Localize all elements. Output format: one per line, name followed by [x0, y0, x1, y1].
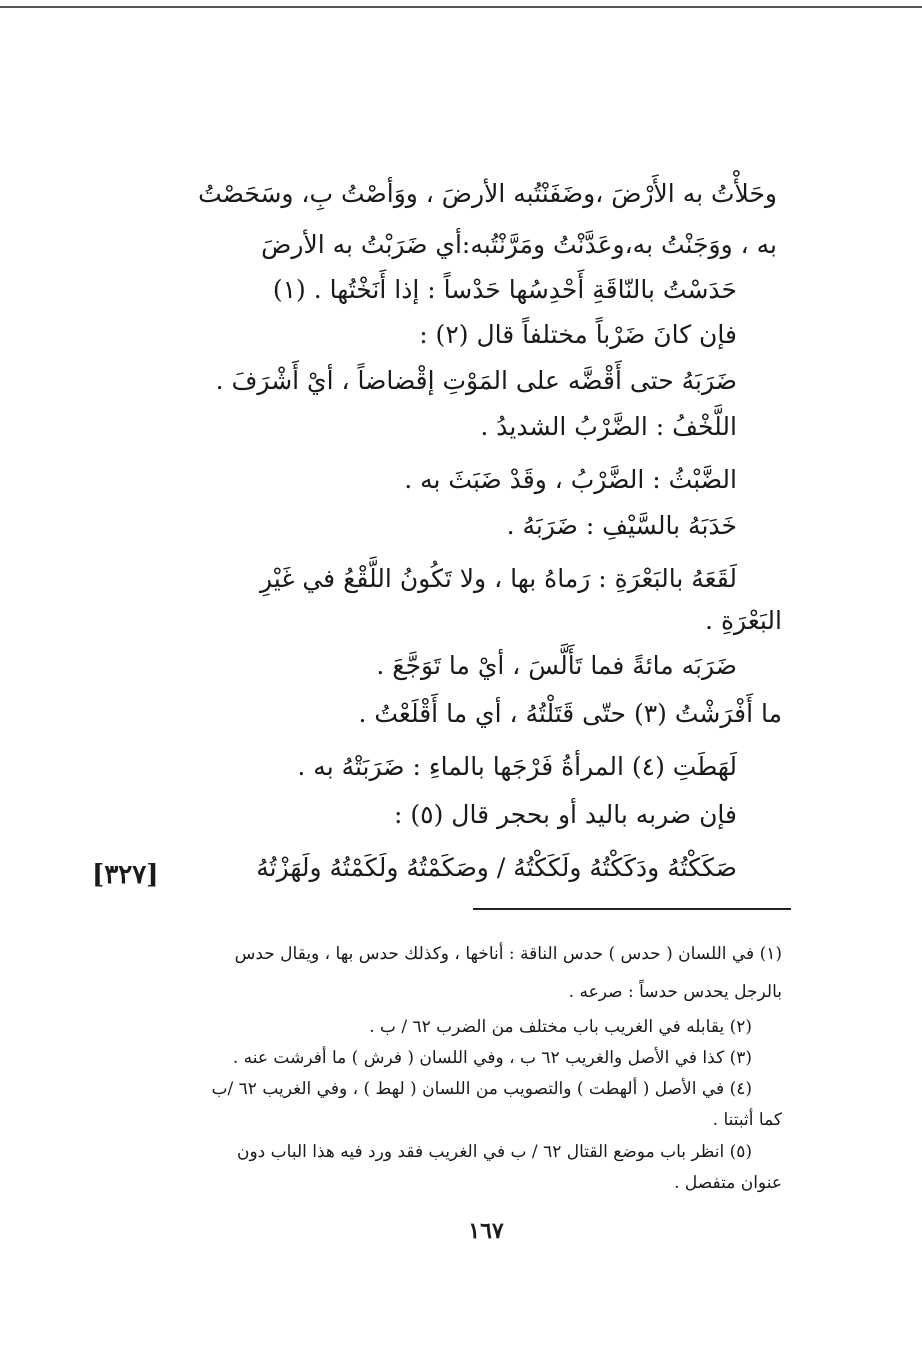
text-line-4: فإن كانَ ضَرْباً مختلفاً قال (٢) :: [419, 320, 737, 349]
footnote-line-6: كما أثبتنا .: [712, 1110, 782, 1130]
footnote-line-5: (٤) في الأصل ( ألهطت ) والتصويب من اللسان ( لهط ) ، وفي الغريب ٦٢ /ب: [211, 1079, 752, 1099]
text-line-9: لَقَعَهُ بالبَعْرَةِ : رَماهُ بها ، ولا تَكُونُ اللَّقْعُ في غَيْرِ: [259, 564, 737, 593]
text-line-2: به ، ووَجَنْتُ به،وعَدَّنْتُ ومَرَّنْتُبه:أي ضَرَبْتُ به الأرضَ: [261, 230, 777, 259]
original-page-reference: [٣٢٧]: [92, 860, 159, 890]
scan-edge-line: [0, 6, 922, 8]
text-line-10: البَعْرَةِ .: [705, 606, 782, 635]
footnote-line-1: (١) في اللسان ( حدس ) حدس الناقة : أناخها ، وكذلك حدس بها ، ويقال حدس: [234, 944, 782, 964]
text-line-15: صَكَكْتُهُ ودَكَكْتُهُ ولَكَكْتُهُ / وصَكَمْتُهُ ولَكَمْتُهُ ولَهَزْتُهُ: [256, 853, 737, 882]
text-line-7: الضَّبْثُ : الضَّرْبُ ، وقَدْ ضَبَثَ به .: [404, 465, 737, 494]
text-line-14: فإن ضربه باليد أو بحجر قال (٥) :: [394, 800, 737, 829]
text-line-6: اللَّخْفُ : الضَّرْبُ الشديدُ .: [480, 412, 737, 441]
footnote-line-8: عنوان متفصل .: [674, 1173, 782, 1193]
footnote-line-3: (٢) يقابله في الغريب باب مختلف من الضرب ٦٢ / ب .: [369, 1017, 752, 1037]
text-line-13: لَهَطَتِ (٤) المرأةُ فَرْجَها بالماءِ : ضَرَبَتْهُ به .: [297, 752, 737, 781]
text-line-1: وحَلأْتُ به الأَرْضَ ،وضَفَنْتُبه الأرضَ ، ووَأصْتُ بِ، وسَحَصْتُ: [198, 179, 777, 208]
footnote-line-4: (٣) كذا في الأصل والغريب ٦٢ ب ، وفي اللسان ( فرش ) ما أفرشت عنه .: [232, 1048, 752, 1068]
footnote-line-7: (٥) انظر باب موضع القتال ٦٢ / ب في الغريب فقد ورد فيه هذا الباب دون: [236, 1142, 752, 1162]
text-line-11: ضَرَبَه مائةً فما تَأَلَّسَ ، أيْ ما تَوَجَّعَ .: [376, 651, 737, 680]
text-line-5: ضَرَبَهُ حتى أَقْضَّه على المَوْتِ إقْضاضاً ، أيْ أَشْرَفَ .: [215, 366, 737, 395]
text-line-8: خَدَبَهُ بالسَّيْفِ : ضَرَبَهُ .: [506, 511, 737, 540]
page-number: ١٦٧: [468, 1218, 504, 1244]
text-line-3: حَدَسْتُ بالنّاقَةِ أَحْدِسُها حَدْساً : إذا أَنَخْتُها . (١): [272, 275, 737, 304]
text-line-12: ما أَفْرَشْتُ (٣) حتّى قَتَلْتُهُ ، أي ما أَقْلَعْتُ .: [358, 699, 782, 728]
footnote-separator: [473, 908, 791, 910]
footnote-line-2: بالرجل يحدس حدساً : صرعه .: [568, 982, 782, 1002]
